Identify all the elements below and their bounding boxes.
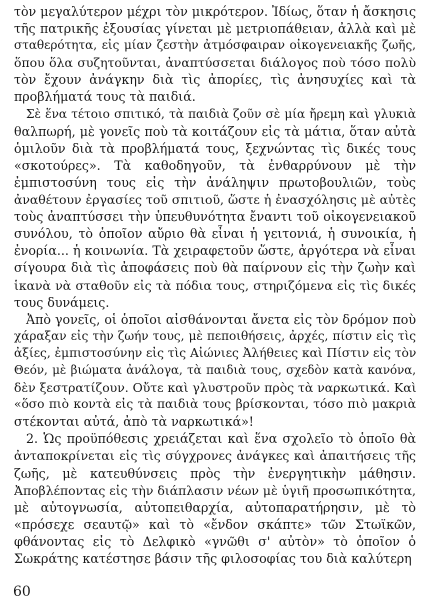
text-line: ἀναθέτουν ἐργασίες τοῦ σπιτιοῦ, ὥστε ἡ ἐνασχόλησις μὲ αὐτὲς xyxy=(14,192,416,208)
paragraph xyxy=(14,106,416,311)
text-line: σίγουρα διὰ τὶς ἀποφάσεις ποὺ θὰ παίρνουν εἰς τὴν ζωὴν καὶ xyxy=(14,260,416,276)
text-line: ἀξίες, ἐμπιστοσύνην εἰς τὶς Αἰώνιες Ἀλήθειες καὶ Πίστιν εἰς τὸν xyxy=(14,345,416,360)
text-line: ὅπου ὅλα συζητοῦνται, ἀναπτύσσεται διάλογος ποὺ τόσο πολὺ xyxy=(14,55,416,71)
text-line: θαλπωρή, μὲ γονεῖς ποὺ τὰ κοιτάζουν εἰς τὰ μάτια, ὅταν αὐτὰ xyxy=(14,123,416,139)
text-line: τὸν μεγαλύτερον μέχρι τὸν μικρότερον. Ἰδίως, ὅταν ἡ ἄσκησις xyxy=(14,4,416,19)
text-line: συνόλου, τὸ ὁποῖον αὔριο θὰ εἶναι ἡ γειτονιά, ἡ συνοικία, ἡ xyxy=(14,226,416,242)
text-line: τὸν ἔχουν ἀνάγκην διὰ τὶς ἀπορίες, τὶς ἀνησυχίες καὶ τὰ xyxy=(14,72,416,88)
text-line: ἐμπιστοσύνη τους εἰς τὴν ἀνάληψιν πρωτοβουλιῶν, τοὺς xyxy=(14,174,416,190)
text-line: ζωῆς, μὲ κατευθύνσεις πρὸς τὴν ἐνεργητικὴν μάθησιν. xyxy=(14,465,416,481)
text-line: Θεόν, μὲ βιώματα ἀνάλογα, τὰ παιδιὰ τους, σχεδὸν κατὰ κανόνα, xyxy=(14,362,416,377)
text-line: φθάνοντας εἰς τὸ Δελφικὸ «γνῶθι σ' αὐτὸν» τὸ ὁποῖον ὁ xyxy=(14,533,416,549)
text-line: προβλήματά τους τὰ παιδιά. xyxy=(14,89,196,105)
paragraph xyxy=(14,430,416,567)
text-line: ὁμιλοῦν διὰ τὰ προβλήματά τους, ξεχνώντας τὶς δικές τους xyxy=(14,140,416,156)
paragraph xyxy=(14,3,416,106)
text-line: ἀνταποκρίνεται εἰς τὶς σύγχρονες ἀνάγκες καὶ ἀπαιτήσεις τῆς xyxy=(14,448,416,464)
text-line: μὲ αὐτογνωσία, αὐτοπειθαρχία, αὐτοπαρατήρησιν, μὲ τὸ xyxy=(14,499,416,515)
text-line: Ἀποβλέποντας εἰς τὴν διάπλασιν νέων μὲ ὑγιῆ προσωπικότητα, xyxy=(14,482,416,498)
text-line: «ὅσο πιὸ κοντὰ εἰς τὰ παιδιὰ τους βρίσκονται, τόσο πιὸ μακριὰ xyxy=(14,397,416,412)
text-line: τῆς πατρικῆς ἐξουσίας γίνεται μὲ μετριοπάθειαν, ἀλλὰ καὶ μὲ xyxy=(14,21,416,37)
text-line: δὲν ξεστρατίζουν. Οὔτε καὶ γλυστροῦν πρὸς τὰ ναρκωτικά. Καὶ xyxy=(14,380,416,396)
text-line: Σὲ ἕνα τέτοιο σπιτικό, τὰ παιδιὰ ζοῦν σὲ μία ἤρεμη καὶ γλυκιὰ xyxy=(26,106,416,121)
text-line: «πρόσεχε σεαυτῷ» καὶ τὸ «ἔνδον σκάπτε» τῶν Στωϊκῶν, xyxy=(14,516,416,532)
text-line: 2. Ὡς προϋπόθεσις χρειάζεται καὶ ἕνα σχολεῖο τὸ ὁποῖο θὰ xyxy=(26,431,416,447)
text-line: Ἀπὸ γονεῖς, οἱ ὁποῖοι αἰσθάνονται ἄνετα εἰς τὸν δρόμον ποὺ xyxy=(26,311,416,327)
text-line: ἐνορία... ἡ κοινωνία. Τὰ χειραφετοῦν ὥστε, ἀργότερα νὰ εἶναι xyxy=(14,243,416,259)
paragraph xyxy=(14,311,416,431)
text-line: ἱκανὰ νὰ σταθοῦν εἰς τὰ πόδια τους, στηριζόμενα εἰς τὶς δικές xyxy=(14,277,416,293)
text-line: τους δυνάμεις. xyxy=(14,294,110,310)
text-line: στέκονται αὐτά, ἀπὸ τὰ ναρκωτικά»! xyxy=(14,414,254,430)
body-text xyxy=(14,3,416,567)
text-line: Σωκράτης κατέστησε βάσιν τῆς φιλοσοφίας του διὰ καλύτερη xyxy=(14,551,412,566)
text-line: «σκοτούρες». Τὰ καθοδηγοῦν, τὰ ἐνθαρρύνουν μὲ τὴν xyxy=(14,157,416,173)
text-line: τοὺς ἀναπτύσσει τὴν ὑπευθυνότητα ἔναντι τοῦ οἰκογενειακοῦ xyxy=(14,209,416,225)
page-number: 60 xyxy=(13,584,31,600)
text-line: χάραξαν εἰς τὴν ζωήν τους, μὲ πεποιθήσεις, ἀρχές, πίστιν εἰς τὶς xyxy=(14,328,416,343)
text-line: σταθερότητα, εἰς μίαν ζεστὴν ἀτμόσφαιραν οἰκογενειακῆς ζωῆς, xyxy=(14,38,416,53)
